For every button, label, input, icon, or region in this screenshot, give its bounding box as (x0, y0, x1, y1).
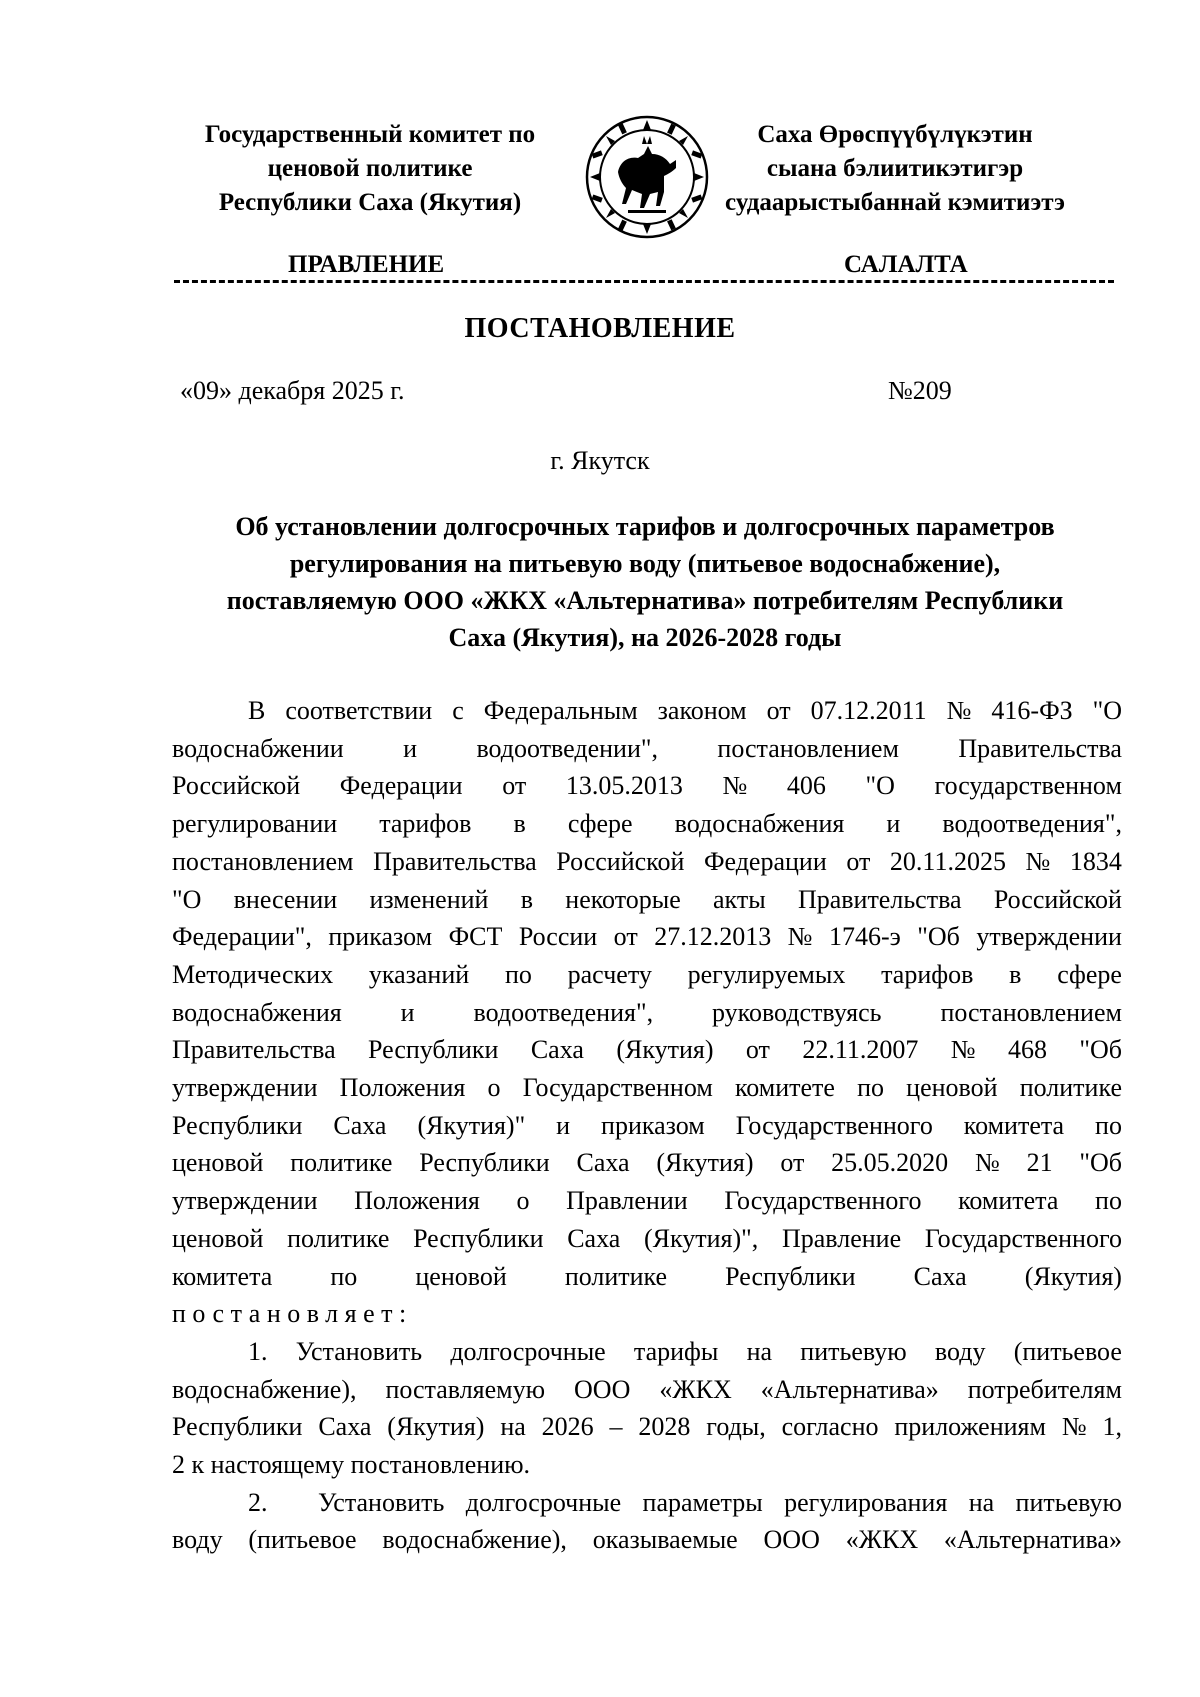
word: Правлении (566, 1186, 688, 1216)
word: 1. (248, 1336, 268, 1366)
word: политике (564, 1261, 668, 1291)
text-line (172, 692, 1122, 730)
word: соответствии (285, 696, 433, 725)
word: В (248, 696, 266, 725)
word: в (1009, 959, 1022, 989)
document-number: №209 (888, 376, 952, 405)
word: утверждении (976, 922, 1122, 952)
item-number: 2. (248, 1487, 268, 1517)
word: государственном (934, 771, 1122, 801)
word: 406 (786, 771, 826, 801)
word: водоотведения", (473, 997, 654, 1027)
word: Государственного (924, 1223, 1122, 1253)
word: изменений (369, 884, 489, 914)
word: комитета (958, 1186, 1059, 1216)
word: (Якутия) (656, 1148, 754, 1178)
text-line (172, 1069, 1122, 1107)
word: «ЖКХ (659, 1374, 732, 1404)
document-type: ПОСТАНОВЛЕНИЕ (464, 313, 736, 344)
resolves-word: постановляет: (172, 1299, 413, 1329)
word: на (968, 1487, 995, 1517)
word: водоотведения", (942, 809, 1122, 839)
text-line (172, 730, 1122, 768)
word: Республики (368, 1035, 499, 1065)
title-line: поставляемую ООО «ЖКХ «Альтернатива» потребителям Республики (226, 586, 1064, 615)
text-line (172, 956, 1122, 994)
word: – (609, 1412, 623, 1442)
word: 25.05.2020 (831, 1148, 949, 1178)
word: Российской (172, 771, 301, 801)
word: "Об (1079, 1148, 1122, 1178)
word: воду (934, 1336, 986, 1366)
word: (Якутия) (616, 1035, 714, 1065)
word: «Альтернатива» (943, 1525, 1122, 1555)
word: ценовой (906, 1073, 998, 1103)
word: от (745, 1035, 770, 1065)
word: годы, (706, 1412, 766, 1442)
word: водоснабжение), (382, 1525, 567, 1555)
word: Саха (913, 1261, 967, 1291)
word: Российской (993, 884, 1122, 914)
text-line (172, 767, 1122, 805)
word: Республики (172, 1110, 303, 1140)
word: долгосрочные (450, 1336, 606, 1366)
word: внесении (233, 884, 338, 914)
word: "О (1092, 696, 1122, 725)
word: Правительства (797, 884, 962, 914)
text-line (172, 881, 1122, 919)
word: Правительства (172, 1035, 336, 1065)
word: ценовой (172, 1223, 264, 1253)
word: Установить (295, 1336, 423, 1366)
word: "Об (1079, 1035, 1122, 1065)
word: комитета (172, 1261, 273, 1291)
word: указаний (368, 959, 470, 989)
word: 2028 (638, 1412, 691, 1442)
word: комитета (963, 1110, 1065, 1140)
word: параметры (642, 1487, 763, 1517)
word: Российской (556, 846, 685, 876)
word: 13.05.2013 (565, 771, 683, 801)
word: от (766, 696, 791, 725)
text-line (172, 1144, 1122, 1182)
text-line: 2 к настоящему постановлению. (172, 1450, 531, 1480)
agency-name-line: ценовой политике (267, 155, 473, 182)
word: № (722, 771, 748, 801)
word: о (487, 1073, 501, 1103)
word: водоснабжение), (172, 1374, 357, 1404)
word: 07.12.2011 (810, 696, 927, 725)
word: постановлением (172, 846, 354, 876)
word: постановлением (940, 997, 1122, 1027)
word: 468 (1007, 1035, 1047, 1065)
word: 1, (1102, 1412, 1122, 1442)
word: ФСТ (448, 922, 503, 952)
word: регулирования (784, 1487, 948, 1517)
word: Саха (567, 1223, 621, 1253)
word: от (780, 1148, 805, 1178)
word: 416-ФЗ (991, 696, 1073, 725)
item-2-paragraph (172, 1484, 1122, 1559)
text-line (172, 805, 1122, 843)
word: Федерации (703, 846, 827, 876)
text-line (172, 1258, 1122, 1296)
word: Республики (172, 1412, 303, 1442)
word: о (516, 1186, 530, 1216)
text-line (172, 1031, 1122, 1069)
agency-name-line: сыана бэлиитикэтигэр (766, 155, 1024, 182)
document-title (170, 508, 1120, 656)
word: водоснабжении (172, 733, 344, 763)
word: комитете (734, 1073, 835, 1103)
word: по (1095, 1186, 1122, 1216)
word: ценовой (415, 1261, 507, 1291)
word: России (518, 922, 598, 952)
word: № (1025, 846, 1051, 876)
text-line (172, 1521, 1122, 1559)
word: Методических (172, 959, 334, 989)
word: ООО (763, 1525, 820, 1555)
board-label-russian: ПРАВЛЕНИЕ (288, 251, 445, 278)
word: Саха (530, 1035, 584, 1065)
word: долгосрочные (465, 1487, 622, 1517)
item-2-lines (172, 1521, 1122, 1559)
word: Положения (339, 1073, 466, 1103)
word: политике (1019, 1073, 1122, 1103)
word: регулировании (172, 809, 338, 839)
word: № (974, 1148, 1000, 1178)
word: на (746, 1336, 773, 1366)
word: на (500, 1412, 526, 1442)
word: по (857, 1073, 885, 1103)
word: 20.11.2025 (889, 846, 1006, 876)
preamble-lines (172, 730, 1122, 1296)
word: водоотведении", (476, 733, 658, 763)
word: приказом (328, 922, 433, 952)
word: политике (287, 1223, 390, 1253)
word: Государственного (735, 1110, 933, 1140)
text-line (172, 994, 1122, 1032)
word: 27.12.2013 (654, 922, 772, 952)
word: Правительства (373, 846, 537, 876)
agency-name-line: судаарыстыбаннай кэмитиэтэ (725, 189, 1065, 216)
word: утверждении (172, 1073, 318, 1103)
word: акты (713, 884, 766, 914)
dashed-divider (174, 280, 1114, 291)
word: "Об (917, 922, 960, 952)
document-body (172, 692, 1122, 1559)
word: № (787, 922, 813, 952)
word: Республики (419, 1148, 550, 1178)
word: тарифы (633, 1336, 719, 1366)
word: и (403, 733, 418, 763)
word: 2026 (541, 1412, 594, 1442)
word: № (946, 696, 972, 725)
document-city: г. Якутск (550, 446, 650, 475)
word: Республики (725, 1261, 856, 1291)
text-line (172, 1182, 1122, 1220)
word: (питьевое (248, 1525, 357, 1555)
word: "О (172, 884, 202, 914)
word: согласно (781, 1412, 879, 1442)
word: политике (290, 1148, 393, 1178)
word: (питьевое (1013, 1336, 1122, 1366)
word: приложениям (894, 1412, 1046, 1442)
word: питьевую (1015, 1487, 1122, 1517)
word: и (886, 809, 901, 839)
word: Правительства (958, 733, 1122, 763)
text-line (172, 1408, 1122, 1446)
word: 1834 (1069, 846, 1122, 876)
word: сфере (567, 809, 633, 839)
word: регулируемых (687, 959, 846, 989)
word: от (613, 922, 638, 952)
word: от (502, 771, 527, 801)
agency-name-yakut (690, 118, 1100, 220)
word: и (556, 1110, 571, 1140)
board-label-yakut: САЛАЛТА (844, 251, 968, 278)
word: «ЖКХ (845, 1525, 919, 1555)
word: «Альтернатива» (760, 1374, 939, 1404)
text-line (172, 1484, 1122, 1522)
word: (Якутия) (387, 1412, 485, 1442)
word: Положения (354, 1186, 480, 1216)
word: Федерации", (172, 922, 312, 952)
word: законом (657, 696, 747, 725)
word: Саха (318, 1412, 372, 1442)
title-line: Об установлении долгосрочных тарифов и долгосрочных параметров (235, 512, 1055, 541)
word: Федеральным (483, 696, 638, 725)
word: ООО (574, 1374, 631, 1404)
word: 22.11.2007 (802, 1035, 919, 1065)
word: ценовой (172, 1148, 264, 1178)
word: в (513, 809, 526, 839)
word: с (452, 696, 464, 725)
word: № (1061, 1412, 1087, 1442)
word: (Якутия) (1024, 1261, 1122, 1291)
word: потребителям (967, 1374, 1122, 1404)
word: Государственного (724, 1186, 922, 1216)
word: утверждении (172, 1186, 318, 1216)
title-line: регулирования на питьевую воду (питьевое водоснабжение), (289, 549, 1001, 578)
text-line (172, 1371, 1122, 1409)
title-line: Саха (Якутия), на 2026-2028 годы (448, 623, 842, 652)
word: 21 (1026, 1148, 1053, 1178)
preamble-paragraph (172, 692, 1122, 1333)
word: Правление (781, 1223, 902, 1253)
word: сфере (1057, 959, 1122, 989)
word: питьевую (800, 1336, 907, 1366)
agency-name-line: Государственный комитет по (204, 121, 536, 148)
word: 1746-э (828, 922, 901, 952)
word: руководствуясь (711, 997, 882, 1027)
word: водоснабжения (674, 809, 845, 839)
agency-name-russian (160, 118, 580, 220)
word: поставляемую (385, 1374, 546, 1404)
word: № (950, 1035, 976, 1065)
word: оказываемые (592, 1525, 738, 1555)
item-1-lines (172, 1371, 1122, 1446)
text-line (172, 1220, 1122, 1258)
text-line (172, 1107, 1122, 1145)
word: расчету (567, 959, 652, 989)
word: водоснабжения (172, 997, 342, 1027)
word: Республики (413, 1223, 544, 1253)
text-line (172, 843, 1122, 881)
text-line (172, 918, 1122, 956)
item-1-paragraph (172, 1333, 1122, 1484)
word: по (1095, 1110, 1122, 1140)
word: тарифов (379, 809, 472, 839)
text-line (172, 1333, 1122, 1371)
word: приказом (601, 1110, 705, 1140)
word: "О (865, 771, 895, 801)
word: и (400, 997, 415, 1027)
word: Саха (576, 1148, 630, 1178)
word: по (504, 959, 532, 989)
word: Федерации (339, 771, 463, 801)
item-2-first-words (318, 1484, 1122, 1522)
word: постановлением (717, 733, 899, 763)
word: некоторые (565, 884, 681, 914)
agency-name-line: Республики Саха (Якутия) (218, 189, 522, 216)
word: воду (172, 1525, 223, 1555)
word: по (330, 1261, 358, 1291)
word: Установить (318, 1487, 445, 1517)
word: Саха (333, 1110, 387, 1140)
word: от (846, 846, 871, 876)
word: Государственном (522, 1073, 713, 1103)
word: (Якутия)" (417, 1110, 526, 1140)
document-date: «09» декабря 2025 г. (180, 376, 405, 405)
agency-name-line: Саха Өрөспүүбүлүкэтин (757, 121, 1033, 148)
word: в (520, 884, 534, 914)
word: тарифов (881, 959, 974, 989)
word: (Якутия)", (644, 1223, 759, 1253)
